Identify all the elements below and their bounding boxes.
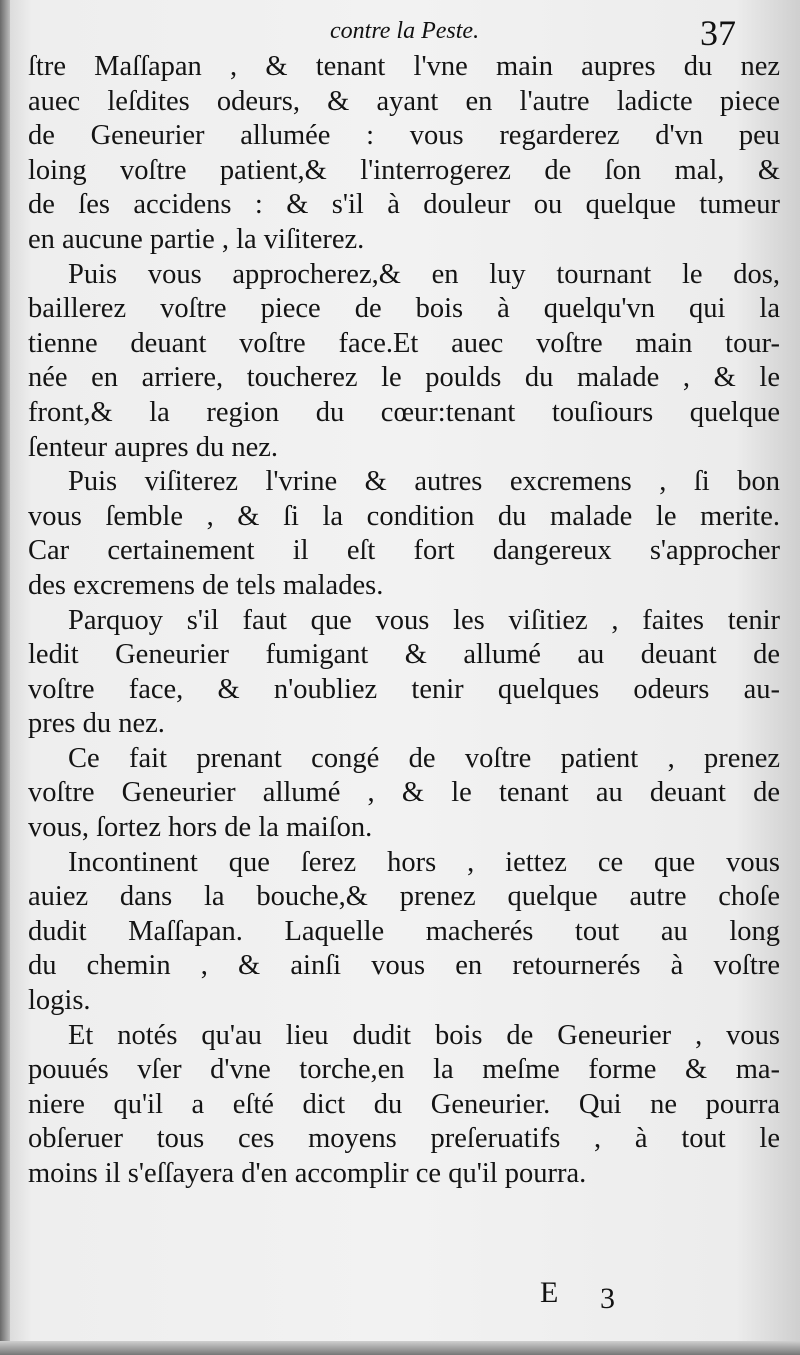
text-line: voſtre face, & n'oubliez tenir quelques odeurs au- xyxy=(28,673,780,705)
paragraph xyxy=(28,846,780,1019)
text-line: de Geneurier allumée : vous regarderez d'vn peu xyxy=(28,120,780,152)
signature-number: 3 xyxy=(600,1282,615,1315)
text-line: en aucune partie , la viſiterez. xyxy=(28,223,365,255)
text-line: vous ſemble , & ſi la condition du malade le merite. xyxy=(28,500,780,532)
text-line: pres du nez. xyxy=(28,708,165,740)
page-footer xyxy=(0,1276,800,1316)
paragraph xyxy=(28,742,780,846)
paragraph xyxy=(28,1019,780,1192)
paragraph xyxy=(28,258,780,466)
running-title: contre la Peste. xyxy=(330,18,480,44)
page-header xyxy=(0,12,800,52)
text-line: ledit Geneurier fumigant & allumé au deuant de xyxy=(28,639,780,671)
page-number: 37 xyxy=(700,13,736,53)
text-line: obſeruer tous ces moyens preſeruatifs , à tout le xyxy=(28,1123,780,1155)
text-line: baillerez voſtre piece de bois à quelqu'vn qui la xyxy=(28,293,780,325)
signature-mark: E xyxy=(540,1276,559,1309)
text-line: ſenteur aupres du nez. xyxy=(28,431,279,463)
body-text xyxy=(28,50,780,1192)
text-line: auiez dans la bouche,& prenez quelque autre choſe xyxy=(28,881,780,913)
text-line: front,& la region du cœur:tenant touſiours quelque xyxy=(28,396,780,428)
text-line: logis. xyxy=(28,985,91,1017)
text-line: pouués vſer d'vne torche,en la meſme forme & ma- xyxy=(28,1054,780,1086)
text-line: moins il s'eſſayera d'en accomplir ce qu'il pourra. xyxy=(28,1158,587,1189)
text-line: des excremens de tels malades. xyxy=(28,569,384,601)
paragraph xyxy=(28,465,780,603)
text-line: vous, ſortez hors de la maiſon. xyxy=(28,812,373,844)
text-line: de ſes accidens : & s'il à douleur ou quelque tumeur xyxy=(28,189,780,221)
paragraph xyxy=(28,604,780,742)
text-line: du chemin , & ainſi vous en retournerés à voſtre xyxy=(28,950,780,982)
page-gutter-shadow xyxy=(0,0,10,1355)
text-line: Et notés qu'au lieu dudit bois de Geneurier , vous xyxy=(68,1019,780,1051)
paragraph xyxy=(28,50,780,258)
page-bottom-edge xyxy=(0,1341,800,1355)
text-line: Puis viſiterez l'vrine & autres excremens , ſi bon xyxy=(68,466,780,498)
text-line: auec leſdites odeurs, & ayant en l'autre ladicte piece xyxy=(28,85,780,117)
text-line: voſtre Geneurier allumé , & le tenant au deuant de xyxy=(28,777,780,809)
text-line: dudit Maſſapan. Laquelle macherés tout au long xyxy=(28,915,780,947)
text-line: loing voſtre patient,& l'interrogerez de ſon mal, & xyxy=(28,154,780,186)
text-line: Car certainement il eſt fort dangereux s'approcher xyxy=(28,535,780,567)
text-line: niere qu'il a eſté dict du Geneurier. Qui ne pourra xyxy=(28,1088,780,1120)
text-line: tienne deuant voſtre face.Et auec voſtre main tour- xyxy=(28,327,780,359)
text-line: Puis vous approcherez,& en luy tournant le dos, xyxy=(68,258,780,290)
text-line: ſtre Maſſapan , & tenant l'vne main aupres du nez xyxy=(28,51,780,82)
text-line: née en arriere, toucherez le poulds du malade , & le xyxy=(28,362,780,394)
text-line: Incontinent que ſerez hors , iettez ce que vous xyxy=(68,846,780,878)
text-line: Parquoy s'il faut que vous les viſitiez , faites tenir xyxy=(68,604,780,636)
text-line: Ce fait prenant congé de voſtre patient , prenez xyxy=(68,742,780,774)
